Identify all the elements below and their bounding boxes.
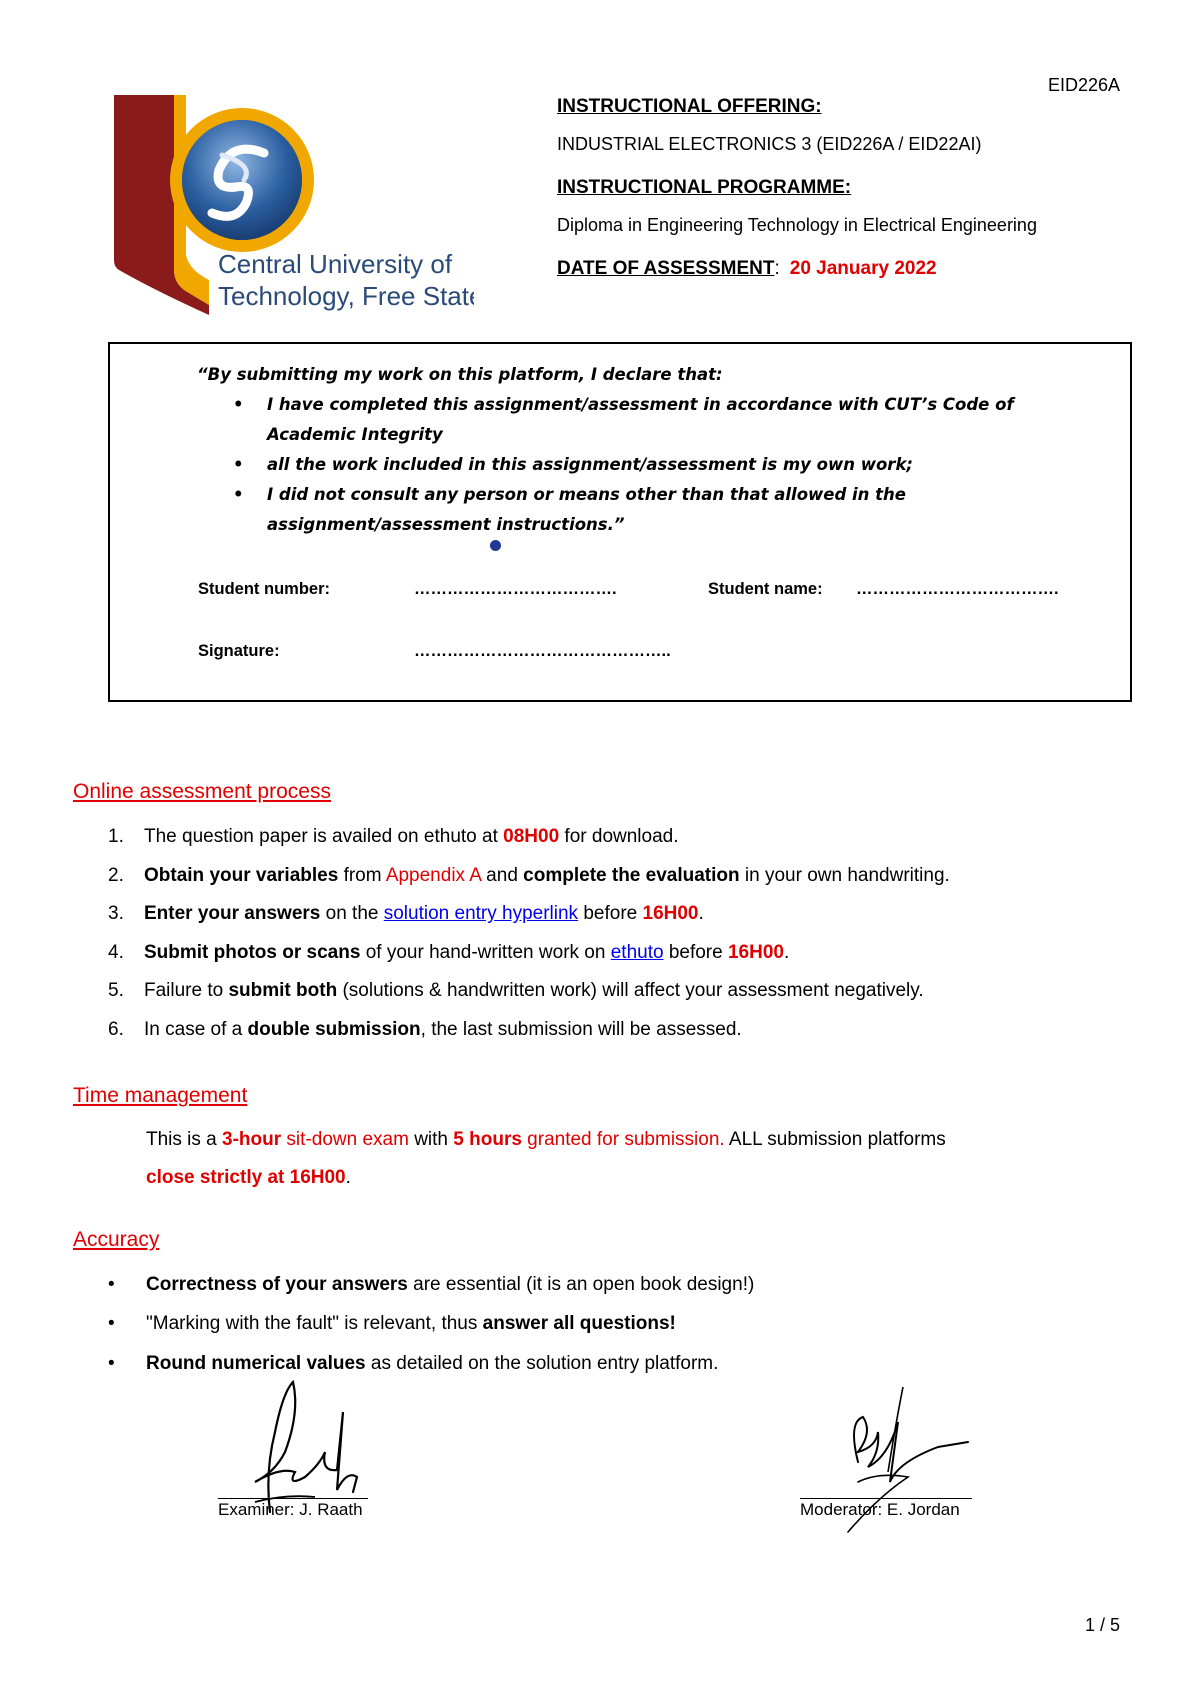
date-label: DATE OF ASSESSMENT [557,258,775,279]
declaration-item: • I have completed this assignment/assessment in accordance with CUT’s Code of Academic Integrity [267,390,1097,450]
signature-field[interactable]: ……………………………………….. [414,642,671,660]
signature-label: Signature: [198,642,280,660]
list-item: 5. Failure to submit both (solutions & handwritten work) will affect your assessment negatively. [108,980,924,1002]
date-value: 20 January 2022 [789,258,937,279]
document-code: EID226A [1047,75,1120,95]
assessment-date: DATE OF ASSESSMENT: 20 January 2022 [557,258,937,279]
declaration-item: • all the work included in this assignment/assessment is my own work; [267,450,1097,480]
student-name-field[interactable]: ………………………………. [856,580,1059,598]
solution-entry-link[interactable]: solution entry hyperlink [383,903,579,925]
time-paragraph: This is a 3-hour sit-down exam with 5 hours granted for submission. ALL submission platforms close strictly at 16H00. [146,1129,946,1188]
student-name-label: Student name: [708,580,823,598]
online-heading: Online assessment process [73,780,331,803]
svg-text:Central University of: Central University of [218,249,453,279]
programme-value: Diploma in Engineering Technology in Electrical Engineering [557,215,1037,235]
list-item: 6. In case of a double submission, the last submission will be assessed. [108,1018,742,1040]
accuracy-heading: Accuracy [73,1228,160,1251]
offering-label: INSTRUCTIONAL OFFERING: [557,96,822,117]
list-item: • "Marking with the fault" is relevant, thus answer all questions! [108,1313,676,1335]
examiner-label: Examiner: J. Raath [218,1500,363,1519]
list-item: 2. Obtain your variables from Appendix A and complete the evaluation in your own handwriting. [108,864,950,886]
course-header [557,96,1157,280]
offering-value: INDUSTRIAL ELECTRONICS 3 (EID226A / EID22AI) [557,134,982,154]
declaration-list [197,390,1097,540]
list-item: 4. Submit photos or scans of your hand-written work on ethuto before 16H00. [108,941,790,963]
declaration-item: • I did not consult any person or means other than that allowed in the assignment/assessment instructions.” [267,480,1097,540]
university-crest-icon [114,95,474,325]
declaration-intro: “By submitting my work on this platform, I declare that: [197,365,723,384]
programme-label: INSTRUCTIONAL PROGRAMME: [557,177,852,198]
declaration-box [108,342,1132,702]
moderator-label: Moderator: E. Jordan [800,1500,960,1519]
moderator-signature-line [800,1498,972,1499]
accuracy-list [108,1265,1108,1384]
list-item: 3. Enter your answers on the solution entry hyperlink before 16H00. [108,903,704,925]
student-number-field[interactable]: ………………………………. [414,580,617,598]
university-logo [114,95,474,325]
online-steps-list [108,818,1108,1049]
page-number: 1 / 5 [1084,1615,1120,1635]
list-item: • Correctness of your answers are essential (it is an open book design!) [108,1273,755,1295]
examiner-signature-line [218,1498,368,1499]
student-number-label: Student number: [198,580,330,598]
bullet-dot-icon [490,540,501,551]
list-item: 1. The question paper is availed on ethuto at 08H00 for download. [108,826,679,848]
declaration-text [197,360,1097,540]
time-heading: Time management [73,1084,248,1107]
svg-text:Technology, Free State: Technology, Free State [218,281,474,311]
list-item: • Round numerical values as detailed on the solution entry platform. [108,1352,719,1374]
ethuto-link[interactable]: ethuto [610,941,664,963]
